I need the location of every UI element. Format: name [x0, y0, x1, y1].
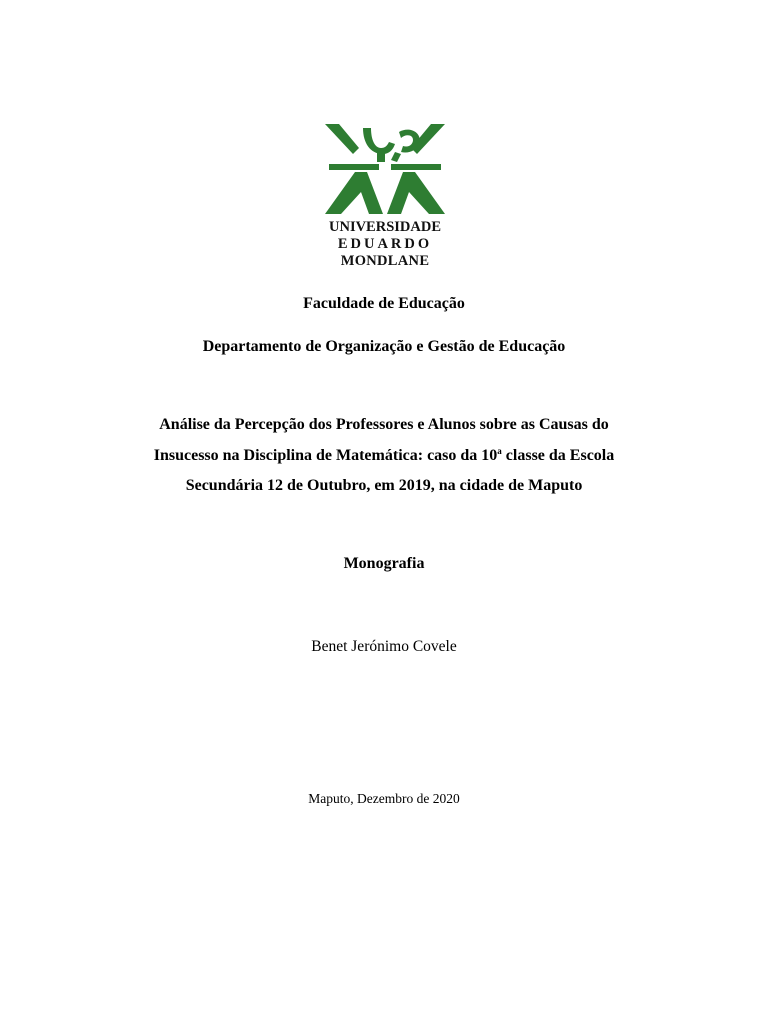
- faculty-name: Faculdade de Educação: [303, 295, 465, 312]
- department-name: Departamento de Organização e Gestão de Educação: [202, 338, 566, 355]
- place-and-date: Maputo, Dezembro de 2020: [308, 791, 460, 806]
- university-logo: [319, 122, 451, 272]
- title-line-2: [0, 446, 768, 465]
- document-type: Monografia: [343, 555, 425, 572]
- logo-text-universidade: UNIVERSIDADE: [329, 219, 441, 235]
- title-line-1: Análise da Percepção dos Professores e Alunos sobre as Causas do: [159, 416, 609, 433]
- logo-text-eduardo: EDUARDO: [337, 236, 433, 252]
- logo-text-mondlane: MONDLANE: [340, 253, 430, 269]
- title-line-3: Secundária 12 de Outubro, em 2019, na cidade de Maputo: [185, 477, 583, 494]
- author-name: Benet Jerónimo Covele: [311, 638, 457, 655]
- title-line-2-start: Insucesso na Disciplina de Matemática: caso da 10: [153, 447, 498, 464]
- title-ordinal-superscript: a: [497, 446, 502, 456]
- university-emblem-icon: [319, 122, 451, 218]
- title-line-2-end: classe da Escola: [501, 447, 615, 464]
